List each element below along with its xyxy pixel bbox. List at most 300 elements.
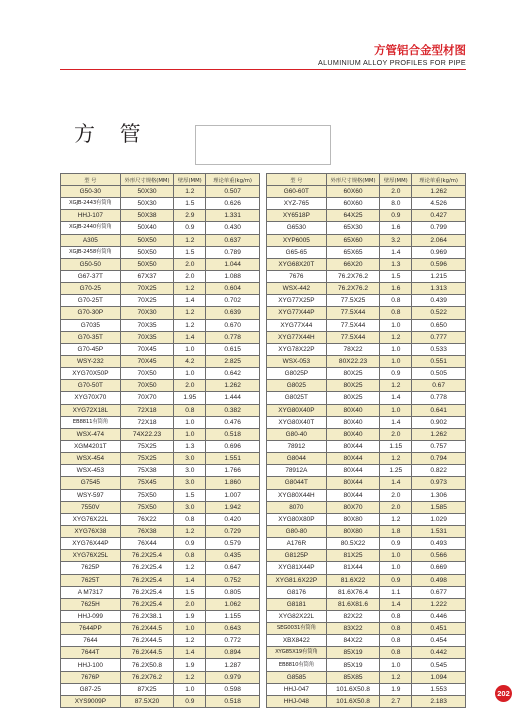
cell-model: XYG78X22P (267, 343, 327, 355)
cell-dimensions: 81X25 (326, 550, 380, 562)
cell-dimensions: 50X50 (120, 258, 174, 270)
cell-model: XYG80X80P (267, 513, 327, 525)
cell-model: WSX-442 (267, 283, 327, 295)
cell-model: A176R (267, 538, 327, 550)
cell-dimensions: 75X45 (120, 477, 174, 489)
cell-weight: 1.062 (206, 598, 260, 610)
table-row (267, 659, 466, 671)
cell-thickness: 1.5 (174, 489, 206, 501)
table-row (267, 392, 466, 404)
table-row (267, 465, 466, 477)
cell-thickness: 0.9 (174, 538, 206, 550)
cell-dimensions: 80X44 (326, 440, 380, 452)
table-row (267, 453, 466, 465)
table-row (61, 319, 260, 331)
cell-thickness: 2.0 (380, 501, 412, 513)
section-title: 方 管 (74, 122, 150, 146)
cell-weight: 0.777 (412, 331, 466, 343)
cell-model: G8044T (267, 477, 327, 489)
table-row (267, 477, 466, 489)
cell-thickness: 1.15 (380, 440, 412, 452)
cell-model: WSX-454 (61, 453, 121, 465)
col-header-model: 型 号 (267, 174, 327, 186)
cell-model: EB8810有筒角 (267, 659, 327, 671)
table-row (267, 368, 466, 380)
table-row (61, 525, 260, 537)
cell-thickness: 1.5 (174, 586, 206, 598)
cell-model: HHJ-048 (267, 695, 327, 707)
cell-thickness: 2.0 (174, 380, 206, 392)
cell-thickness: 2.9 (174, 210, 206, 222)
table-row (61, 623, 260, 635)
cell-thickness: 1.0 (174, 428, 206, 440)
cell-dimensions: 75X38 (120, 465, 174, 477)
cell-dimensions: 50X30 (120, 198, 174, 210)
cell-thickness: 0.8 (380, 623, 412, 635)
cell-model: G8025T (267, 392, 327, 404)
cell-model: XYG72X18L (61, 404, 121, 416)
cell-dimensions: 80X25 (326, 380, 380, 392)
table-row (267, 610, 466, 622)
cell-model: G70-25 (61, 283, 121, 295)
catalog-title-en: ALUMINIUM ALLOY PROFILES FOR PIPE (318, 58, 466, 67)
cell-dimensions: 77.5X44 (326, 331, 380, 343)
cell-model: WSX-453 (61, 465, 121, 477)
cell-dimensions: 66X20 (326, 258, 380, 270)
cell-dimensions: 80X44 (326, 465, 380, 477)
cell-thickness: 1.2 (174, 525, 206, 537)
cell-weight: 0.650 (412, 319, 466, 331)
cell-thickness: 0.8 (380, 307, 412, 319)
cell-weight: 0.799 (412, 222, 466, 234)
cell-dimensions: 50X38 (120, 210, 174, 222)
cell-dimensions: 50X40 (120, 222, 174, 234)
cell-model: G8025P (267, 368, 327, 380)
cell-dimensions: 81.6X76.4 (326, 586, 380, 598)
cell-thickness: 1.2 (174, 319, 206, 331)
cell-thickness: 1.0 (174, 683, 206, 695)
cell-thickness: 1.2 (174, 307, 206, 319)
cell-dimensions: 70X45 (120, 343, 174, 355)
cell-weight: 0.545 (412, 659, 466, 671)
cell-model: HHJ-047 (267, 683, 327, 695)
cell-weight: 0.772 (206, 635, 260, 647)
table-row (61, 647, 260, 659)
cell-thickness: 1.0 (380, 355, 412, 367)
cell-weight: 1.585 (412, 501, 466, 513)
cell-weight: 1.942 (206, 501, 260, 513)
cell-thickness: 0.8 (380, 295, 412, 307)
cell-thickness: 2.7 (380, 695, 412, 707)
cell-dimensions: 64X25 (326, 210, 380, 222)
cell-model: 7644T (61, 647, 121, 659)
cell-dimensions: 75X25 (120, 440, 174, 452)
cell-weight: 0.969 (412, 246, 466, 258)
cell-dimensions: 76X38 (120, 525, 174, 537)
table-row (61, 380, 260, 392)
cell-model: XYG76X25L (61, 550, 121, 562)
cell-model: G8181 (267, 598, 327, 610)
cell-dimensions: 70X50 (120, 380, 174, 392)
cell-thickness: 1.2 (380, 671, 412, 683)
cell-weight: 0.604 (206, 283, 260, 295)
table-row (267, 295, 466, 307)
table-row (267, 343, 466, 355)
cell-model: G7545 (61, 477, 121, 489)
cell-dimensions: 77.5X44 (326, 319, 380, 331)
cell-model: XYG77X44P (267, 307, 327, 319)
cell-model: 7625H (61, 598, 121, 610)
cell-thickness: 1.6 (380, 222, 412, 234)
cell-thickness: 1.0 (380, 404, 412, 416)
cell-thickness: 0.9 (380, 574, 412, 586)
table-row (267, 538, 466, 550)
cell-model: WSY-597 (61, 489, 121, 501)
cell-weight: 0.805 (206, 586, 260, 598)
cell-weight: 0.505 (412, 368, 466, 380)
cell-dimensions: 80X44 (326, 489, 380, 501)
cell-weight: 1.331 (206, 210, 260, 222)
cell-thickness: 0.8 (174, 404, 206, 416)
cell-thickness: 1.0 (380, 562, 412, 574)
cell-thickness: 1.6 (380, 283, 412, 295)
cell-weight: 0.454 (412, 635, 466, 647)
table-header-row (61, 174, 260, 186)
table-row (267, 222, 466, 234)
cell-thickness: 2.0 (380, 489, 412, 501)
cell-dimensions: 80X44 (326, 453, 380, 465)
cell-weight: 1.222 (412, 598, 466, 610)
table-row (267, 501, 466, 513)
table-row (267, 635, 466, 647)
cell-thickness: 1.4 (380, 392, 412, 404)
cell-model: XYG80X40P (267, 404, 327, 416)
table-row (61, 610, 260, 622)
page-number-badge: 202 (495, 685, 512, 702)
col-header-model: 型 号 (61, 174, 121, 186)
cell-model: G65-65 (267, 246, 327, 258)
cell-dimensions: 87X25 (120, 683, 174, 695)
table-row (267, 513, 466, 525)
cell-weight: 1.155 (206, 610, 260, 622)
cell-weight: 0.598 (206, 683, 260, 695)
col-header-thickness: 壁厚(MM) (380, 174, 412, 186)
cell-model: HHJ-099 (61, 610, 121, 622)
cell-model: G8044 (267, 453, 327, 465)
cell-dimensions: 50X30 (120, 186, 174, 198)
cell-weight: 0.493 (412, 538, 466, 550)
table-row (61, 392, 260, 404)
cell-dimensions: 80X40 (326, 428, 380, 440)
cell-model: XYS9009P (61, 695, 121, 707)
col-header-weight: 理论单重(kg/m) (412, 174, 466, 186)
cell-weight: 0.752 (206, 574, 260, 586)
cell-weight: 0.702 (206, 295, 260, 307)
cell-dimensions: 76X22 (120, 513, 174, 525)
cell-dimensions: 70X70 (120, 392, 174, 404)
cell-weight: 1.313 (412, 283, 466, 295)
cell-thickness: 2.0 (174, 270, 206, 282)
cell-dimensions: 65X60 (326, 234, 380, 246)
table-row (61, 331, 260, 343)
table-row (61, 246, 260, 258)
table-row (61, 477, 260, 489)
cell-model: WSX-474 (61, 428, 121, 440)
cell-weight: 0.778 (412, 392, 466, 404)
cell-model: 78912A (267, 465, 327, 477)
table-row (61, 270, 260, 282)
cell-thickness: 1.2 (380, 380, 412, 392)
cell-model: WSX-053 (267, 355, 327, 367)
cell-thickness: 3.0 (174, 465, 206, 477)
cell-thickness: 1.0 (174, 343, 206, 355)
table-row (61, 368, 260, 380)
cell-thickness: 1.0 (380, 550, 412, 562)
cell-weight: 0.894 (206, 647, 260, 659)
cell-thickness: 0.9 (174, 695, 206, 707)
cell-thickness: 1.1 (380, 586, 412, 598)
table-row (61, 574, 260, 586)
cell-thickness: 0.9 (380, 368, 412, 380)
cell-dimensions: 80X22.23 (326, 355, 380, 367)
cell-thickness: 4.2 (174, 355, 206, 367)
cell-thickness: 1.9 (380, 683, 412, 695)
cell-model: G70-50T (61, 380, 121, 392)
header-divider (60, 69, 466, 70)
cell-model: 7644PP (61, 623, 121, 635)
cell-dimensions: 70X45 (120, 355, 174, 367)
cell-thickness: 1.4 (380, 598, 412, 610)
cell-thickness: 0.8 (174, 513, 206, 525)
cell-weight: 0.518 (206, 695, 260, 707)
cell-dimensions: 80.5X22 (326, 538, 380, 550)
cell-model: XYG70X70 (61, 392, 121, 404)
cell-dimensions: 76.2X25.4 (120, 574, 174, 586)
cell-weight: 0.647 (206, 562, 260, 574)
cell-thickness: 1.5 (174, 246, 206, 258)
cell-dimensions: 80X25 (326, 392, 380, 404)
col-header-thickness: 壁厚(MM) (174, 174, 206, 186)
table-row (267, 331, 466, 343)
cell-dimensions: 60X60 (326, 186, 380, 198)
cell-thickness: 1.8 (380, 525, 412, 537)
cell-weight: 1.262 (412, 428, 466, 440)
cell-weight: 0.626 (206, 198, 260, 210)
cell-weight: 0.551 (412, 355, 466, 367)
cell-weight: 0.498 (412, 574, 466, 586)
cell-dimensions: 76.2X44.5 (120, 647, 174, 659)
cell-dimensions: 50X50 (120, 246, 174, 258)
cell-thickness: 1.3 (174, 440, 206, 452)
table-row (61, 671, 260, 683)
table-row (267, 404, 466, 416)
cell-dimensions: 76.2X44.5 (120, 623, 174, 635)
cell-dimensions: 85X19 (326, 647, 380, 659)
cell-weight: 0.533 (412, 343, 466, 355)
cell-weight: 0.476 (206, 416, 260, 428)
cell-model: EB8811有筒角 (61, 416, 121, 428)
cell-dimensions: 70X25 (120, 283, 174, 295)
cell-weight: 1.007 (206, 489, 260, 501)
cell-weight: 0.642 (206, 368, 260, 380)
cell-weight: 0.67 (412, 380, 466, 392)
cell-dimensions: 60X60 (326, 198, 380, 210)
cell-model: XGJB-2443有筒角 (61, 198, 121, 210)
cell-dimensions: 70X35 (120, 319, 174, 331)
cell-weight: 0.643 (206, 623, 260, 635)
table-row (61, 513, 260, 525)
table-row (61, 440, 260, 452)
cell-dimensions: 80X25 (326, 368, 380, 380)
cell-weight: 1.531 (412, 525, 466, 537)
cell-thickness: 1.2 (174, 283, 206, 295)
cell-model: HHJ-100 (61, 659, 121, 671)
cell-model: G80-80 (267, 525, 327, 537)
cell-weight: 0.670 (206, 319, 260, 331)
cell-model: G8585 (267, 671, 327, 683)
cell-model: XYG85X19有筒角 (267, 647, 327, 659)
cell-thickness: 1.0 (174, 368, 206, 380)
cell-thickness: 1.25 (380, 465, 412, 477)
table-row (61, 186, 260, 198)
cell-weight: 1.088 (206, 270, 260, 282)
cell-weight: 0.442 (412, 647, 466, 659)
table-row (267, 683, 466, 695)
cell-model: SEG0031有筒角 (267, 623, 327, 635)
cell-model: G70-45P (61, 343, 121, 355)
cell-weight: 1.287 (206, 659, 260, 671)
cell-thickness: 2.0 (174, 258, 206, 270)
table-row (61, 586, 260, 598)
cell-dimensions: 101.6X50.8 (326, 683, 380, 695)
table-row (61, 222, 260, 234)
cell-model: G8125P (267, 550, 327, 562)
cell-thickness: 1.4 (174, 574, 206, 586)
table-header-row (267, 174, 466, 186)
cell-dimensions: 75X50 (120, 489, 174, 501)
cell-model: WSY-232 (61, 355, 121, 367)
cell-weight: 0.446 (412, 610, 466, 622)
cell-dimensions: 77.5X25 (326, 295, 380, 307)
cell-dimensions: 80X40 (326, 416, 380, 428)
cell-model: G8176 (267, 586, 327, 598)
cell-model: 7625T (61, 574, 121, 586)
cell-weight: 1.262 (412, 186, 466, 198)
cell-weight: 0.637 (206, 234, 260, 246)
cell-model: XYG82X22L (267, 610, 327, 622)
cell-thickness: 3.0 (174, 453, 206, 465)
cell-thickness: 1.2 (174, 234, 206, 246)
cell-weight: 0.420 (206, 513, 260, 525)
table-row (267, 246, 466, 258)
cell-thickness: 0.9 (174, 222, 206, 234)
table-row (61, 501, 260, 513)
cell-model: XYG77X25P (267, 295, 327, 307)
cell-weight: 0.596 (412, 258, 466, 270)
cell-thickness: 1.2 (174, 186, 206, 198)
cell-thickness: 8.0 (380, 198, 412, 210)
cell-model: XYG80X44H (267, 489, 327, 501)
table-row (61, 695, 260, 707)
table-row (267, 671, 466, 683)
cell-model: G70-35T (61, 331, 121, 343)
cell-thickness: 3.2 (380, 234, 412, 246)
cell-dimensions: 72X18 (120, 416, 174, 428)
cell-model: XYG68X20T (267, 258, 327, 270)
cell-thickness: 0.9 (380, 210, 412, 222)
table-row (61, 562, 260, 574)
table-row (61, 683, 260, 695)
cell-dimensions: 81.6X22 (326, 574, 380, 586)
cell-dimensions: 84X22 (326, 635, 380, 647)
cell-thickness: 2.0 (174, 598, 206, 610)
cell-dimensions: 80X44 (326, 477, 380, 489)
cell-dimensions: 75X25 (120, 453, 174, 465)
table-row (61, 598, 260, 610)
table-row (61, 550, 260, 562)
table-row (61, 404, 260, 416)
table-row (267, 234, 466, 246)
cell-dimensions: 76.2X25.4 (120, 586, 174, 598)
table-row (61, 416, 260, 428)
cell-weight: 0.822 (412, 465, 466, 477)
table-row (61, 210, 260, 222)
cell-weight: 0.522 (412, 307, 466, 319)
cell-dimensions: 80X40 (326, 404, 380, 416)
cell-model: XYG77X44 (267, 319, 327, 331)
cell-thickness: 0.9 (380, 538, 412, 550)
cell-model: G70-30P (61, 307, 121, 319)
cell-model: G80-40 (267, 428, 327, 440)
cell-dimensions: 77.5X44 (326, 307, 380, 319)
table-row (267, 258, 466, 270)
table-row (267, 416, 466, 428)
cell-model: G50-50 (61, 258, 121, 270)
cell-model: 7676P (61, 671, 121, 683)
cell-dimensions: 76.2X76.2 (326, 270, 380, 282)
cell-model: G87-25 (61, 683, 121, 695)
cell-weight: 0.615 (206, 343, 260, 355)
cell-dimensions: 85X85 (326, 671, 380, 683)
table-row (267, 319, 466, 331)
col-header-weight: 理论单重(kg/m) (206, 174, 260, 186)
cell-model: XYP6005 (267, 234, 327, 246)
table-row (267, 586, 466, 598)
cell-dimensions: 85X19 (326, 659, 380, 671)
cell-weight: 1.094 (412, 671, 466, 683)
cell-model: HHJ-107 (61, 210, 121, 222)
cell-thickness: 1.0 (380, 343, 412, 355)
cell-weight: 0.979 (206, 671, 260, 683)
cell-model: 7644 (61, 635, 121, 647)
cell-weight: 0.789 (206, 246, 260, 258)
table-row (61, 428, 260, 440)
cell-weight: 0.729 (206, 525, 260, 537)
cell-weight: 0.451 (412, 623, 466, 635)
cell-model: 7625P (61, 562, 121, 574)
cell-thickness: 1.4 (174, 647, 206, 659)
cell-dimensions: 70X35 (120, 331, 174, 343)
cell-dimensions: 101.6X50.8 (326, 695, 380, 707)
cell-weight: 0.757 (412, 440, 466, 452)
cell-thickness: 1.0 (174, 623, 206, 635)
table-row (61, 465, 260, 477)
cell-weight: 1.444 (206, 392, 260, 404)
cell-weight: 1.029 (412, 513, 466, 525)
cell-dimensions: 81.6X81.6 (326, 598, 380, 610)
cell-weight: 4.526 (412, 198, 466, 210)
table-row (61, 635, 260, 647)
